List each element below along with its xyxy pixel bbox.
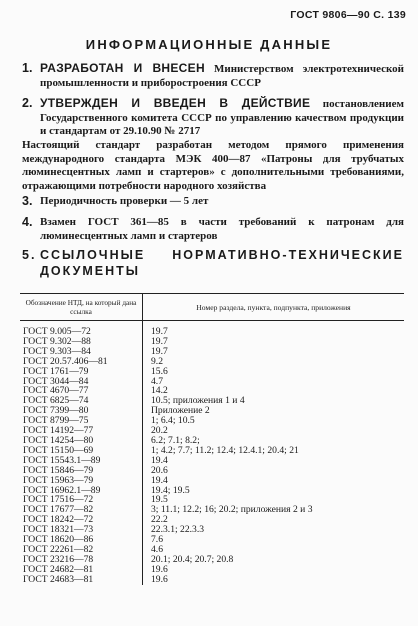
- table-cell-document: ГОСТ 15846—79: [20, 466, 143, 476]
- table-row: [20, 406, 404, 416]
- item-number: 4.: [22, 215, 33, 229]
- section-number: 5.: [22, 248, 37, 262]
- table-cell-document: ГОСТ 6825—74: [20, 396, 143, 406]
- table-cell-section: 19.7: [151, 346, 168, 357]
- table-cell-document: ГОСТ 23216—78: [20, 555, 143, 565]
- table-cell-section: 19.6: [151, 574, 168, 585]
- table-cell-section: 4.7: [151, 376, 163, 387]
- table-cell-section: 20.2: [151, 426, 168, 436]
- item-lead: РАЗРАБОТАН И ВНЕСЕН: [40, 61, 205, 75]
- table-row: [20, 525, 404, 535]
- table-cell-document: ГОСТ 9.005—72: [20, 321, 143, 337]
- info-item-4: [22, 216, 404, 243]
- info-item-1: [22, 62, 404, 90]
- table-row: [20, 357, 404, 367]
- table-cell-section: 19.7: [151, 336, 168, 347]
- column-header-section: Номер раздела, пункта, подпункта, приложения: [143, 294, 405, 321]
- column-header-document: Обозначение НТД, на который дана ссылка: [20, 294, 143, 321]
- item-text: постановлением Государственного комитета СССР по управлению качеством продукции и стандартам от 29.10.90 № 2717: [40, 98, 404, 138]
- table-cell-document: ГОСТ 7399—80: [20, 406, 143, 416]
- table-cell-document: ГОСТ 18242—72: [20, 515, 143, 525]
- table-row: [20, 426, 404, 436]
- section-title: ССЫЛОЧНЫЕ НОРМАТИВНО-ТЕХНИЧЕСКИЕ ДОКУМЕНТЫ: [40, 248, 404, 278]
- table-row: [20, 386, 404, 396]
- table-row: [20, 416, 404, 426]
- item-text: Взамен ГОСТ 361—85 в части требований к патронам для люминесцентных ламп и стартеров: [40, 216, 404, 242]
- table-cell-document: ГОСТ 18620—86: [20, 535, 143, 545]
- table-cell-document: ГОСТ 15150—69: [20, 446, 143, 456]
- info-item-2: [22, 97, 404, 139]
- table-cell-document: ГОСТ 1761—79: [20, 367, 143, 377]
- table-row: [20, 367, 404, 377]
- table-row: [20, 545, 404, 555]
- table-header-row: [20, 294, 404, 321]
- item-text: Министерством электротехнической промышленности и приборостроения СССР: [40, 63, 405, 89]
- item-number: 3.: [22, 194, 33, 208]
- table-cell-document: ГОСТ 18321—73: [20, 525, 143, 535]
- table-row: [20, 575, 404, 585]
- table-cell-section: 14.2: [151, 386, 168, 397]
- table-cell-section: 4.6: [151, 544, 163, 555]
- table-cell-section: 3; 11.1; 12.2; 16; 20.2; приложения 2 и 3: [151, 505, 313, 516]
- table-row: [20, 495, 404, 505]
- table-cell-document: ГОСТ 14192—77: [20, 426, 143, 436]
- item-number: 2.: [22, 96, 33, 110]
- table-cell-document: ГОСТ 8799—75: [20, 416, 143, 426]
- table-cell-document: ГОСТ 4670—77: [20, 386, 143, 396]
- item-lead: УТВЕРЖДЕН И ВВЕДЕН В ДЕЙСТВИЕ: [40, 96, 311, 110]
- table-cell-document: ГОСТ 9.303—84: [20, 347, 143, 357]
- item-number: 1.: [22, 61, 33, 75]
- table-cell-section: 22.3.1; 22.3.3: [151, 525, 205, 536]
- table-cell-section: 15.6: [151, 366, 168, 377]
- table-cell-section: 19.6: [151, 564, 168, 575]
- table-cell-document: ГОСТ 24682—81: [20, 565, 143, 575]
- table-row: [20, 515, 404, 525]
- document-title: ИНФОРМАЦИОННЫЕ ДАННЫЕ: [85, 37, 333, 52]
- table-cell-section: 20.1; 20.4; 20.7; 20.8: [151, 554, 234, 565]
- table-cell-document: ГОСТ 24683—81: [20, 575, 143, 585]
- table-cell-document: ГОСТ 16962.1—89: [20, 486, 143, 496]
- table-cell-document: ГОСТ 20.57.406—81: [20, 357, 143, 367]
- table-cell-section: Приложение 2: [151, 406, 210, 417]
- table-cell-section: 19.4; 19.5: [151, 485, 190, 496]
- table-row: [20, 321, 404, 337]
- table-row: [20, 396, 404, 406]
- table-cell-section: 19.4: [151, 475, 168, 486]
- table-row: [20, 476, 404, 486]
- table-row: [20, 446, 404, 456]
- info-item-3: [22, 195, 404, 209]
- table-cell-section: 19.7: [151, 326, 168, 337]
- table-cell-document: ГОСТ 17516—72: [20, 495, 143, 505]
- table-row: [20, 347, 404, 357]
- table-row: [20, 377, 404, 387]
- table-cell-document: ГОСТ 15543.1—89: [20, 456, 143, 466]
- table-cell-document: ГОСТ 9.302—88: [20, 337, 143, 347]
- page-header-code: ГОСТ 9806—90 С. 139: [290, 9, 406, 21]
- table-row: [20, 337, 404, 347]
- standard-note-paragraph: Настоящий стандарт разработан методом прямого применения международного стандарта МЭК 400—87 «Патроны для трубчатых люминесцентных ламп и стартеров» с дополнительными требованиями, отражающими потребности народного хозяйства: [22, 139, 404, 192]
- section-5-heading: [22, 247, 404, 279]
- table-cell-section: 19.4: [151, 455, 168, 466]
- table-row: [20, 535, 404, 545]
- table-row: [20, 565, 404, 575]
- table-cell-section: 19.5: [151, 495, 168, 506]
- table-cell-section: 7.6: [151, 535, 163, 545]
- table-cell-document: ГОСТ 17677—82: [20, 505, 143, 515]
- table-row: [20, 486, 404, 496]
- table-cell-section: 10.5; приложения 1 и 4: [151, 396, 245, 407]
- item-text: Периодичность проверки — 5 лет: [40, 195, 209, 207]
- table-row: [20, 505, 404, 515]
- table-cell-section: 20.6: [151, 465, 168, 476]
- table-row: [20, 466, 404, 476]
- table-cell-section: 6.2; 7.1; 8.2;: [151, 435, 200, 446]
- table-cell-document: ГОСТ 22261—82: [20, 545, 143, 555]
- table-cell-section: 22.2: [151, 515, 168, 526]
- table-cell-document: ГОСТ 15963—79: [20, 476, 143, 486]
- table-cell-section: 9.2: [151, 356, 163, 367]
- table-cell-document: ГОСТ 14254—80: [20, 436, 143, 446]
- table-cell-document: ГОСТ 3044—84: [20, 377, 143, 387]
- table-cell-section: 1; 4.2; 7.7; 11.2; 12.4; 12.4.1; 20.4; 21: [151, 445, 299, 456]
- table-row: [20, 456, 404, 466]
- table-row: [20, 555, 404, 565]
- table-row: [20, 436, 404, 446]
- table-cell-section: 1; 6.4; 10.5: [151, 416, 195, 427]
- references-table: [20, 293, 404, 585]
